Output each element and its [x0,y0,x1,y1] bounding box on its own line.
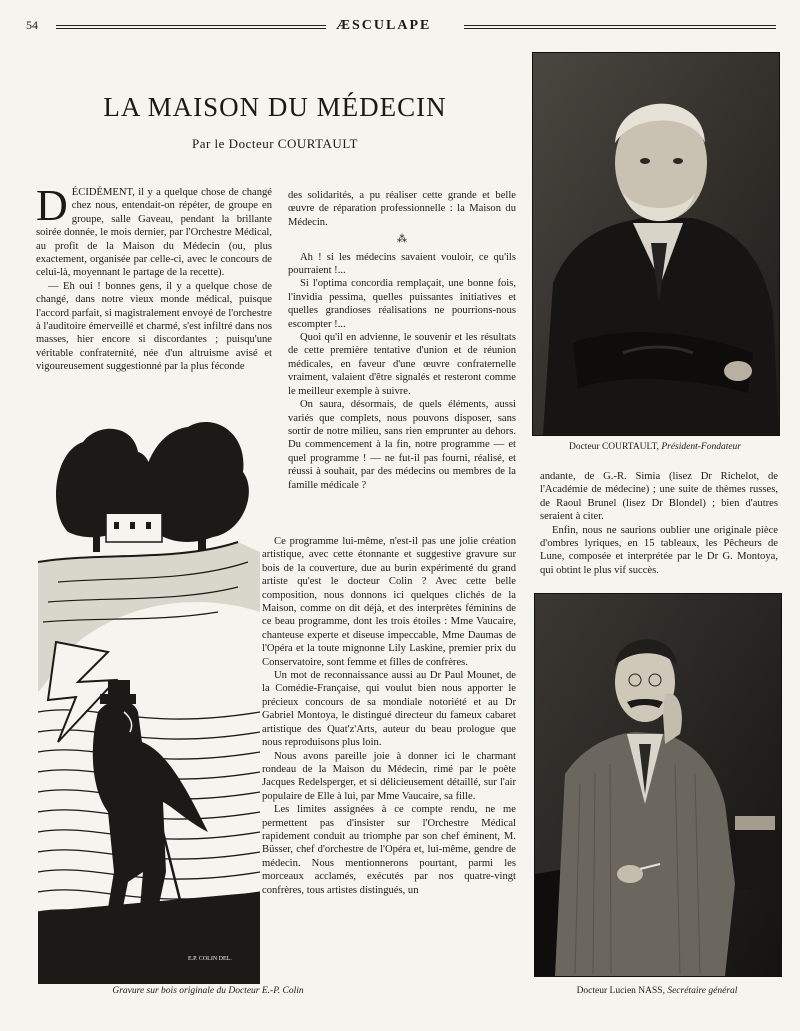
col3-paragraph-2: Enfin, nous ne saurions oublier une originale pièce d'ombres lyriques, en 15 tableaux, les Pêcheurs de Lune, composée et interprétée par le Dr G. Montoya, qui obtint le plus vif succès. [540,524,778,576]
portrait-photo-courtault [532,52,780,436]
col1-paragraph-2: — Eh oui ! bonnes gens, il y a quelque chose de changé, dans notre vieux monde médical, puisque l'accord parfait, si magistralement envoyé de l'orchestre à l'auditoire émerveillé et charmé, s'est infiltré dans nos masses, hier encore si discordantes ; puisqu'une véritable confraternité, née d'un altruisme avisé et vigoureusement suggestionné par la plus féconde [36,280,272,373]
center-text [262,535,516,897]
engraving-signature: E.P. COLIN DEL. [188,956,232,962]
header-rule-right [464,25,776,29]
photo-1-caption-name: Docteur COURTAULT, [568,442,659,452]
col2-paragraph-4: Quoi qu'il en advienne, le souvenir et les résultats de cette première tentative d'union et de réunion médicales, en faveur d'une œuvre confraternelle vraiment, valaient d'être signalés et resteront comme le meilleur exemple à suivre. [288,332,516,397]
column-3 [540,470,778,577]
photo-1-caption-role: Président-Fondateur [661,442,742,452]
col2-paragraph-3: Si l'optima concordia remplaçait, une bonne fois, l'invidia pessima, quelles puissantes initiatives et quelles grandioses réalisations ne pourrions-nous escompter !... [288,278,516,330]
journal-title: ÆSCULAPE [336,18,432,33]
photo-1-caption [532,442,778,452]
article-title: LA MAISON DU MÉDECIN [103,92,447,122]
center-paragraph-4: Les limites assignées à ce compte rendu, ne me permettent pas d'insister sur l'Orchestre Médical rapidement conduit au triomphe par son chef éminent, M. Büsser, chef d'orchestre de l'Opéra et, lui-même, gendre de médecin. Nous mentionnerons pourtant, parmi les morceaux acclamés, exécutés par nos quatre-vingt confrères, tous artistes distingués, un [262,804,516,896]
center-paragraph-3: Nous avons pareille joie à donner ici le charmant rondeau de la Maison du Médecin, rimé par le poète Jacques Redelsperger, et si délicieusement détaillé, sur l'air populaire de Elle à lui, par Mme Vaucaire, sa fille. [262,750,516,802]
photo-2-caption-role: Secrétaire général [667,986,738,996]
column-1 [36,181,272,374]
page-number: 54 [26,18,38,32]
col2-paragraph-1: des solidarités, a pu réaliser cette grande et belle œuvre de réparation professionnelle : la Maison du Médecin. [288,190,516,228]
article-byline: Par le Docteur COURTAULT [191,136,359,151]
photo-2-caption [534,986,780,996]
portrait-photo-nass [534,593,782,977]
engraving-caption: Gravure sur bois originale du Docteur E.-P. Colin [112,986,304,996]
col2-paragraph-2: Ah ! si les médecins savaient vouloir, ce qu'ils pourraient !... [288,251,516,277]
photo-2-caption-name: Docteur Lucien NASS, [576,986,665,996]
header-rule-left [56,25,326,29]
drop-cap: D [36,181,68,230]
column-2 [288,189,516,492]
section-separator: ⁂ [397,234,407,246]
col2-paragraph-5: On saura, désormais, de quels éléments, aussi variés que complets, nous pouvons disposer, sans sortir de notre milieu, sans rien emprunter au dehors. Du commencement à la fin, notre programme — et quel programme ! — ne fut-il pas fourni, réalisé, et réussi à souhait, par des médecins ou membres de la famille médicale ? [288,399,516,491]
woodcut-engraving [38,412,260,984]
col1-paragraph-1: ÉCIDÉMENT, il y a quelque chose de changé chez nous, entendait-on répéter, de groupe en groupe, salle Gaveau, pendant la brillante soirée donnée, le mois dernier, par l'Orchestre Médical, au profit de la Maison du Médecin (ou, plus exactement, organisée par celle-ci, avec le concours de celui-là, moyennant le partage de la recette). [36,187,272,279]
center-paragraph-2: Un mot de reconnaissance aussi au Dr Paul Mounet, de la Comédie-Française, qui voulut bien nous apporter le précieux concours de sa mondiale notoriété et au Dr Gabriel Montoya, le distingué directeur du fameux cabaret artistique des Quat'z'Arts, auteur du beau prologue que nous reproduisons plus loin. [262,670,516,749]
center-paragraph-1: Ce programme lui-même, n'est-il pas une jolie création artistique, avec cette étonnante et suggestive gravure sur bois de la couverture, due au burin expérimenté du grand artiste qu'est le docteur Colin ? Avec cette belle composition, nous donnons ici quelques clichés de la Maison, comme on dit déjà, et des interprètes féminins de ce beau programme, dont les trois étoiles : Mme Vaucaire, chanteuse experte et diseuse impeccable, Mme Daumas de l'Opéra et la toute mignonne Lily Laskine, premier prix du Conservatoire, sont femme et filles de confrères. [262,536,516,668]
col3-paragraph-1: andante, de G.-R. Simia (lisez Dr Richelot, de l'Académie de médecine) ; une suite de thèmes russes, de Raoul Brunel (lisez Dr Blondel) ; bien d'autres seraient à citer. [540,471,778,523]
